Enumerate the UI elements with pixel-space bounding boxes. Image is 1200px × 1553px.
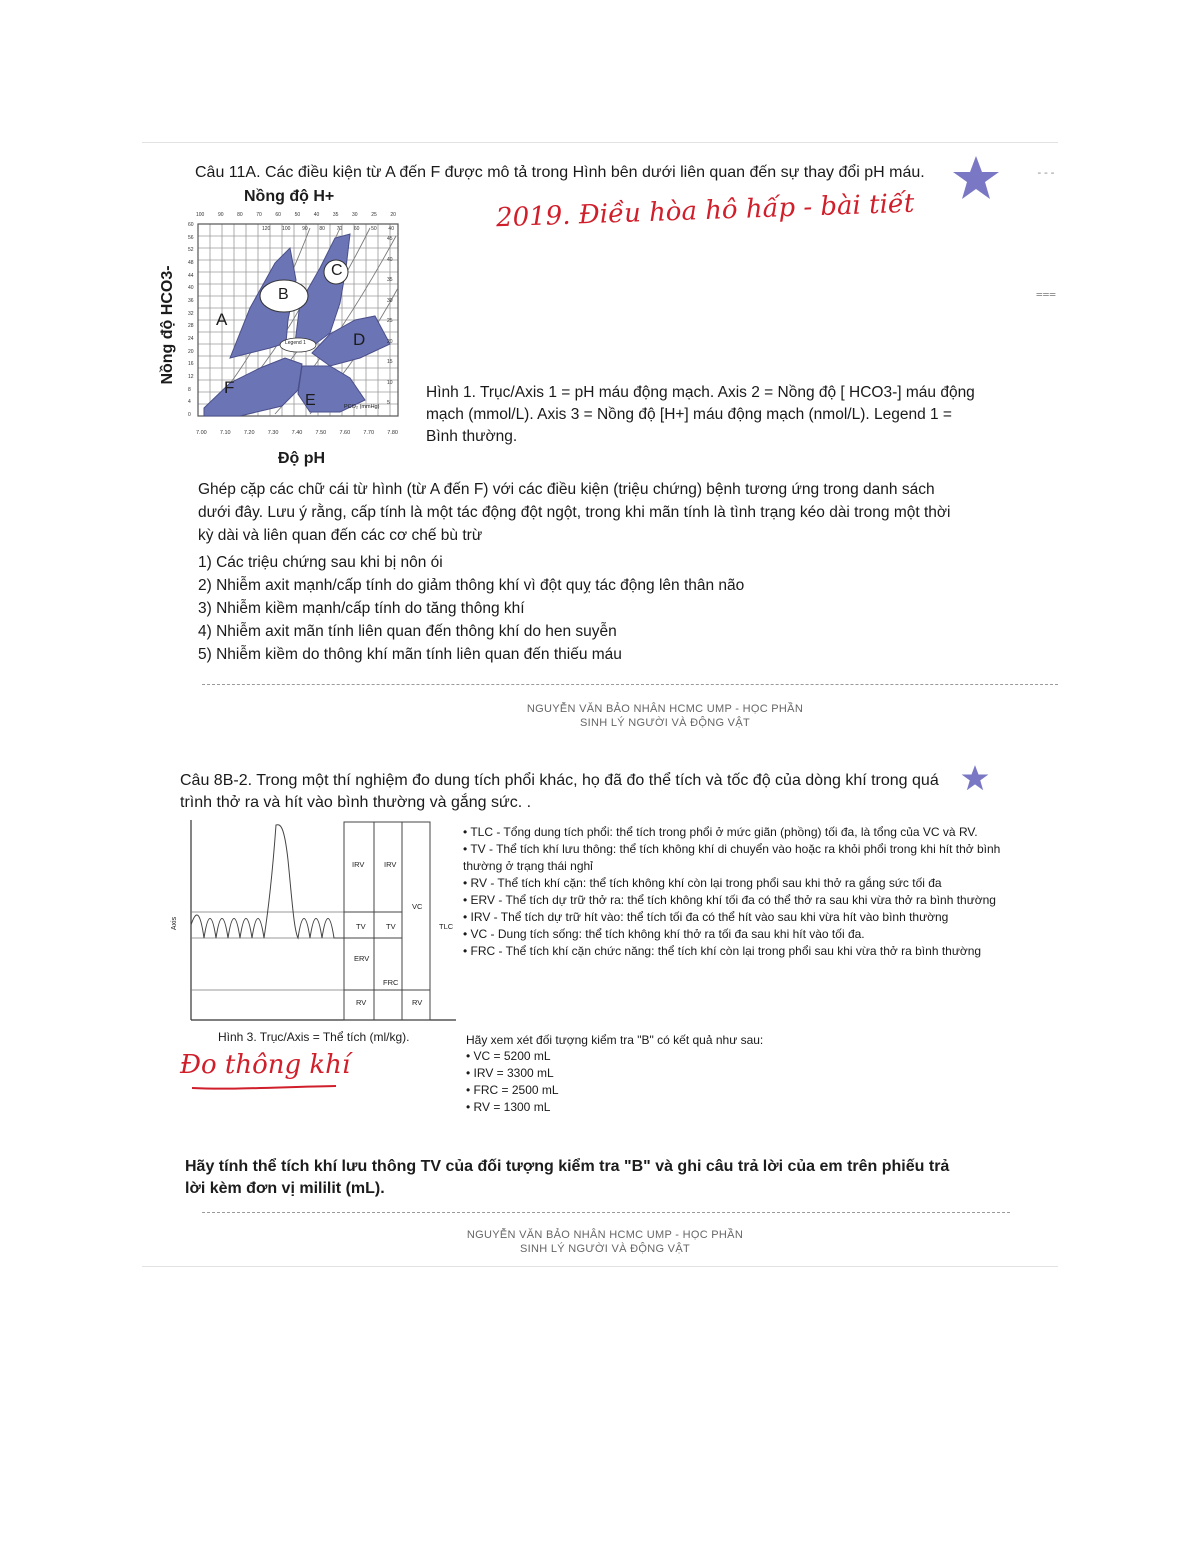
legend-label: Legend 1 (285, 340, 306, 346)
nomogram-right-ticks (387, 236, 393, 406)
tick-label: 100 (196, 212, 205, 218)
footer-1 (430, 702, 900, 730)
tick-label: 7.10 (219, 430, 231, 436)
tick-label: 40 (387, 256, 393, 263)
tick-label: 25 (371, 212, 377, 218)
page-bottom-rule (142, 1266, 1058, 1267)
tick-label: 25 (387, 318, 393, 324)
nomogram-left-ticks (188, 222, 194, 418)
star-icon (952, 154, 1000, 202)
label-tlc: TLC (439, 922, 454, 931)
nomogram-bottom-ticks (196, 430, 398, 436)
footer-2 (370, 1228, 840, 1256)
condition-list (198, 551, 958, 666)
definition-item: • ERV - Thể tích dự trữ thở ra: thể tích không khí tối đa có thể thở ra sau khi vừa thở ra bình thường (463, 893, 996, 907)
section-divider (202, 1212, 1010, 1213)
tick-label: 5 (387, 400, 390, 406)
question-11a-title: Câu 11A. Các điều kiện từ A đến F được mô tả trong Hình bên dưới liên quan đến sự thay đổi pH máu. (195, 164, 925, 181)
results-list (466, 1048, 559, 1116)
bottom-axis-label: Độ pH (278, 450, 326, 467)
tick-label: 8 (188, 386, 191, 393)
tick-label: 7.00 (196, 430, 207, 436)
tick-label: 50 (371, 226, 377, 232)
tick-label: 4 (188, 399, 191, 406)
result-item: • FRC = 2500 mL (466, 1083, 559, 1097)
spirogram-axis-label: Axis (171, 916, 179, 931)
tick-label: 60 (275, 212, 281, 218)
side-mark: === (1036, 288, 1056, 301)
definitions-list (463, 824, 1003, 960)
figure-3-caption: Hình 3. Trục/Axis = Thể tích (ml/kg). (218, 1030, 410, 1044)
tick-label: 20 (188, 348, 194, 355)
tick-label: 70 (336, 226, 343, 232)
footer-line: SINH LÝ NGƯỜI VÀ ĐỘNG VẬT (520, 1243, 690, 1255)
label-vc: VC (412, 902, 423, 911)
handwritten-note-2019: 2019. Điều hòa hô hấp - bài tiết (495, 188, 915, 234)
tick-label: 90 (302, 226, 308, 232)
tick-label: 90 (217, 212, 224, 218)
list-item: 5) Nhiễm kiềm do thông khí mãn tính liên quan đến thiếu máu (198, 646, 622, 663)
tick-label: 20 (387, 338, 393, 345)
label-rv: RV (356, 998, 367, 1007)
label-rv: RV (412, 998, 423, 1007)
handwriting-underline (190, 1084, 340, 1092)
label-irv: IRV (352, 860, 365, 869)
tick-label: 16 (188, 361, 194, 368)
result-item: • IRV = 3300 mL (466, 1066, 554, 1080)
region-label-a: A (216, 310, 228, 329)
label-frc: FRC (383, 978, 399, 987)
nomogram-inner-top-ticks (262, 226, 394, 232)
region-label-b: B (278, 286, 289, 303)
tick-label: 44 (188, 272, 194, 279)
side-mark: --- (1036, 166, 1056, 179)
definition-item: • VC - Dung tích sống: thể tích không khí thở ra tối đa sau khi hít vào tối đa. (463, 927, 865, 941)
tick-label: 0 (188, 411, 191, 418)
definition-item: • TV - Thể tích khí lưu thông: thể tích không khí di chuyển vào hoặc ra khỏi phổi trong khi hít thở bình thường ở trạng thái nghỉ (463, 842, 1001, 873)
top-axis-label: Nồng độ H+ (244, 188, 335, 205)
tick-label: 15 (387, 359, 393, 365)
tick-label: 7.60 (339, 430, 351, 436)
result-item: • RV = 1300 mL (466, 1100, 551, 1114)
tick-label: 120 (262, 226, 271, 232)
spirogram-chart (186, 820, 462, 1026)
tick-label: 10 (387, 379, 393, 386)
figure-1-caption: Hình 1. Trục/Axis 1 = pH máu động mạch. Axis 2 = Nồng độ [ HCO3-] máu động mạch (mmol/L). Axis 3 = Nồng độ [H+] máu động mạch (nmol/L). Legend 1 = Bình thường. (426, 384, 975, 445)
definition-item: • RV - Thể tích khí cặn: thể tích không khí còn lại trong phổi sau khi thở ra gắng sức tối đa (463, 876, 942, 890)
tick-label: 30 (352, 212, 358, 218)
tick-label: 7.20 (243, 430, 255, 436)
label-irv: IRV (384, 860, 397, 869)
tick-label: 60 (353, 226, 360, 232)
list-item: 4) Nhiễm axit mãn tính liên quan đến thông khí do hen suyễn (198, 623, 617, 640)
left-axis-label: Nồng độ HCO3- (159, 265, 176, 385)
list-item: 3) Nhiễm kiềm mạnh/cấp tính do tăng thông khí (198, 600, 525, 617)
tick-label: 7.80 (387, 430, 398, 436)
tick-label: 56 (188, 234, 194, 241)
list-item: 1) Các triệu chứng sau khi bị nôn ói (198, 554, 443, 571)
tick-label: 30 (387, 297, 393, 304)
tick-label: 20 (390, 212, 396, 218)
tick-label: 40 (188, 285, 194, 292)
tick-label: 7.70 (363, 430, 375, 436)
tick-label: 12 (188, 373, 194, 380)
tick-label: 40 (388, 226, 394, 232)
section-divider (202, 684, 1058, 685)
label-tv: TV (356, 922, 366, 931)
region-label-d: D (353, 330, 366, 349)
tick-label: 7.40 (291, 430, 303, 436)
definition-item: • TLC - Tổng dung tích phổi: thể tích trong phổi ở mức giãn (phồng) tối đa, là tổng của VC và RV. (463, 825, 978, 839)
region-label-c: C (331, 262, 343, 279)
tick-label: 28 (188, 323, 194, 330)
tick-label: 36 (188, 297, 194, 304)
tick-label: 40 (313, 212, 320, 218)
tick-label: 45 (387, 236, 393, 242)
region-label-f: F (224, 378, 235, 397)
results-intro: Hãy xem xét đối tượng kiểm tra "B" có kết quả như sau: (466, 1033, 764, 1047)
question-8b2-title: Câu 8B-2. Trong một thí nghiệm đo dung tích phổi khác, họ đã đo thể tích và tốc độ của dòng khí trong quá trình thở ra và hít vào bình thường và gắng sức. . (180, 772, 939, 811)
footer-line: NGUYỄN VĂN BẢO NHÂN HCMC UMP - HỌC PHẦN (526, 703, 804, 715)
label-erv: ERV (354, 954, 370, 963)
page-top-rule (142, 142, 1058, 143)
star-icon (961, 764, 989, 792)
region-label-e: E (305, 392, 316, 409)
result-item: • VC = 5200 mL (466, 1049, 551, 1063)
tick-label: 24 (188, 335, 194, 342)
list-item: 2) Nhiễm axit mạnh/cấp tính do giảm thông khí vì đột quỵ tác động lên thân não (198, 577, 745, 594)
tick-label: 70 (256, 212, 262, 218)
tick-label: 60 (188, 222, 194, 228)
tick-label: 32 (188, 310, 194, 317)
tick-label: 7.50 (315, 430, 327, 436)
tick-label: 35 (332, 212, 339, 218)
footer-line: NGUYỄN VĂN BẢO NHÂN HCMC UMP - HỌC PHẦN (466, 1229, 744, 1241)
tick-label: 7.30 (267, 430, 279, 436)
tick-label: 52 (188, 247, 194, 254)
label-tv: TV (386, 922, 396, 931)
footer-line: SINH LÝ NGƯỜI VÀ ĐỘNG VẬT (580, 717, 750, 729)
matching-instruction: Ghép cặp các chữ cái từ hình (từ A đến F) với các điều kiện (triệu chứng) bệnh tương ứng trong danh sách dưới đây. Lưu ý rằng, cấp tính là một tác động đột ngột, trong khi mãn tính là tình trạng kéo dài trong một thời kỳ dài và liên quan đến các cơ chế bù trừ (198, 481, 951, 544)
tick-label: 80 (319, 226, 325, 232)
tick-label: 100 (282, 226, 291, 232)
tick-label: 48 (188, 259, 194, 266)
tv-question: Hãy tính thể tích khí lưu thông TV của đối tượng kiểm tra "B" và ghi câu trả lời của em trên phiếu trả lời kèm đơn vị mililit (mL). (185, 1158, 950, 1197)
tick-label: 50 (294, 212, 301, 218)
definition-item: • IRV - Thể tích dự trữ hít vào: thể tích tối đa có thể hít vào sau khi vừa hít vào bình thường (463, 910, 949, 924)
definition-item: • FRC - Thể tích khí cặn chức năng: thể tích khí còn lại trong phổi sau khi vừa thở ra bình thường (463, 944, 982, 958)
handwritten-note-do-thong-khi: Đo thông khí (180, 1050, 351, 1080)
tick-label: 35 (387, 277, 393, 283)
pco2-label: PCO₂ (mmHg) (344, 404, 380, 410)
tick-label: 80 (237, 212, 243, 218)
nomogram-top-ticks (196, 212, 396, 218)
